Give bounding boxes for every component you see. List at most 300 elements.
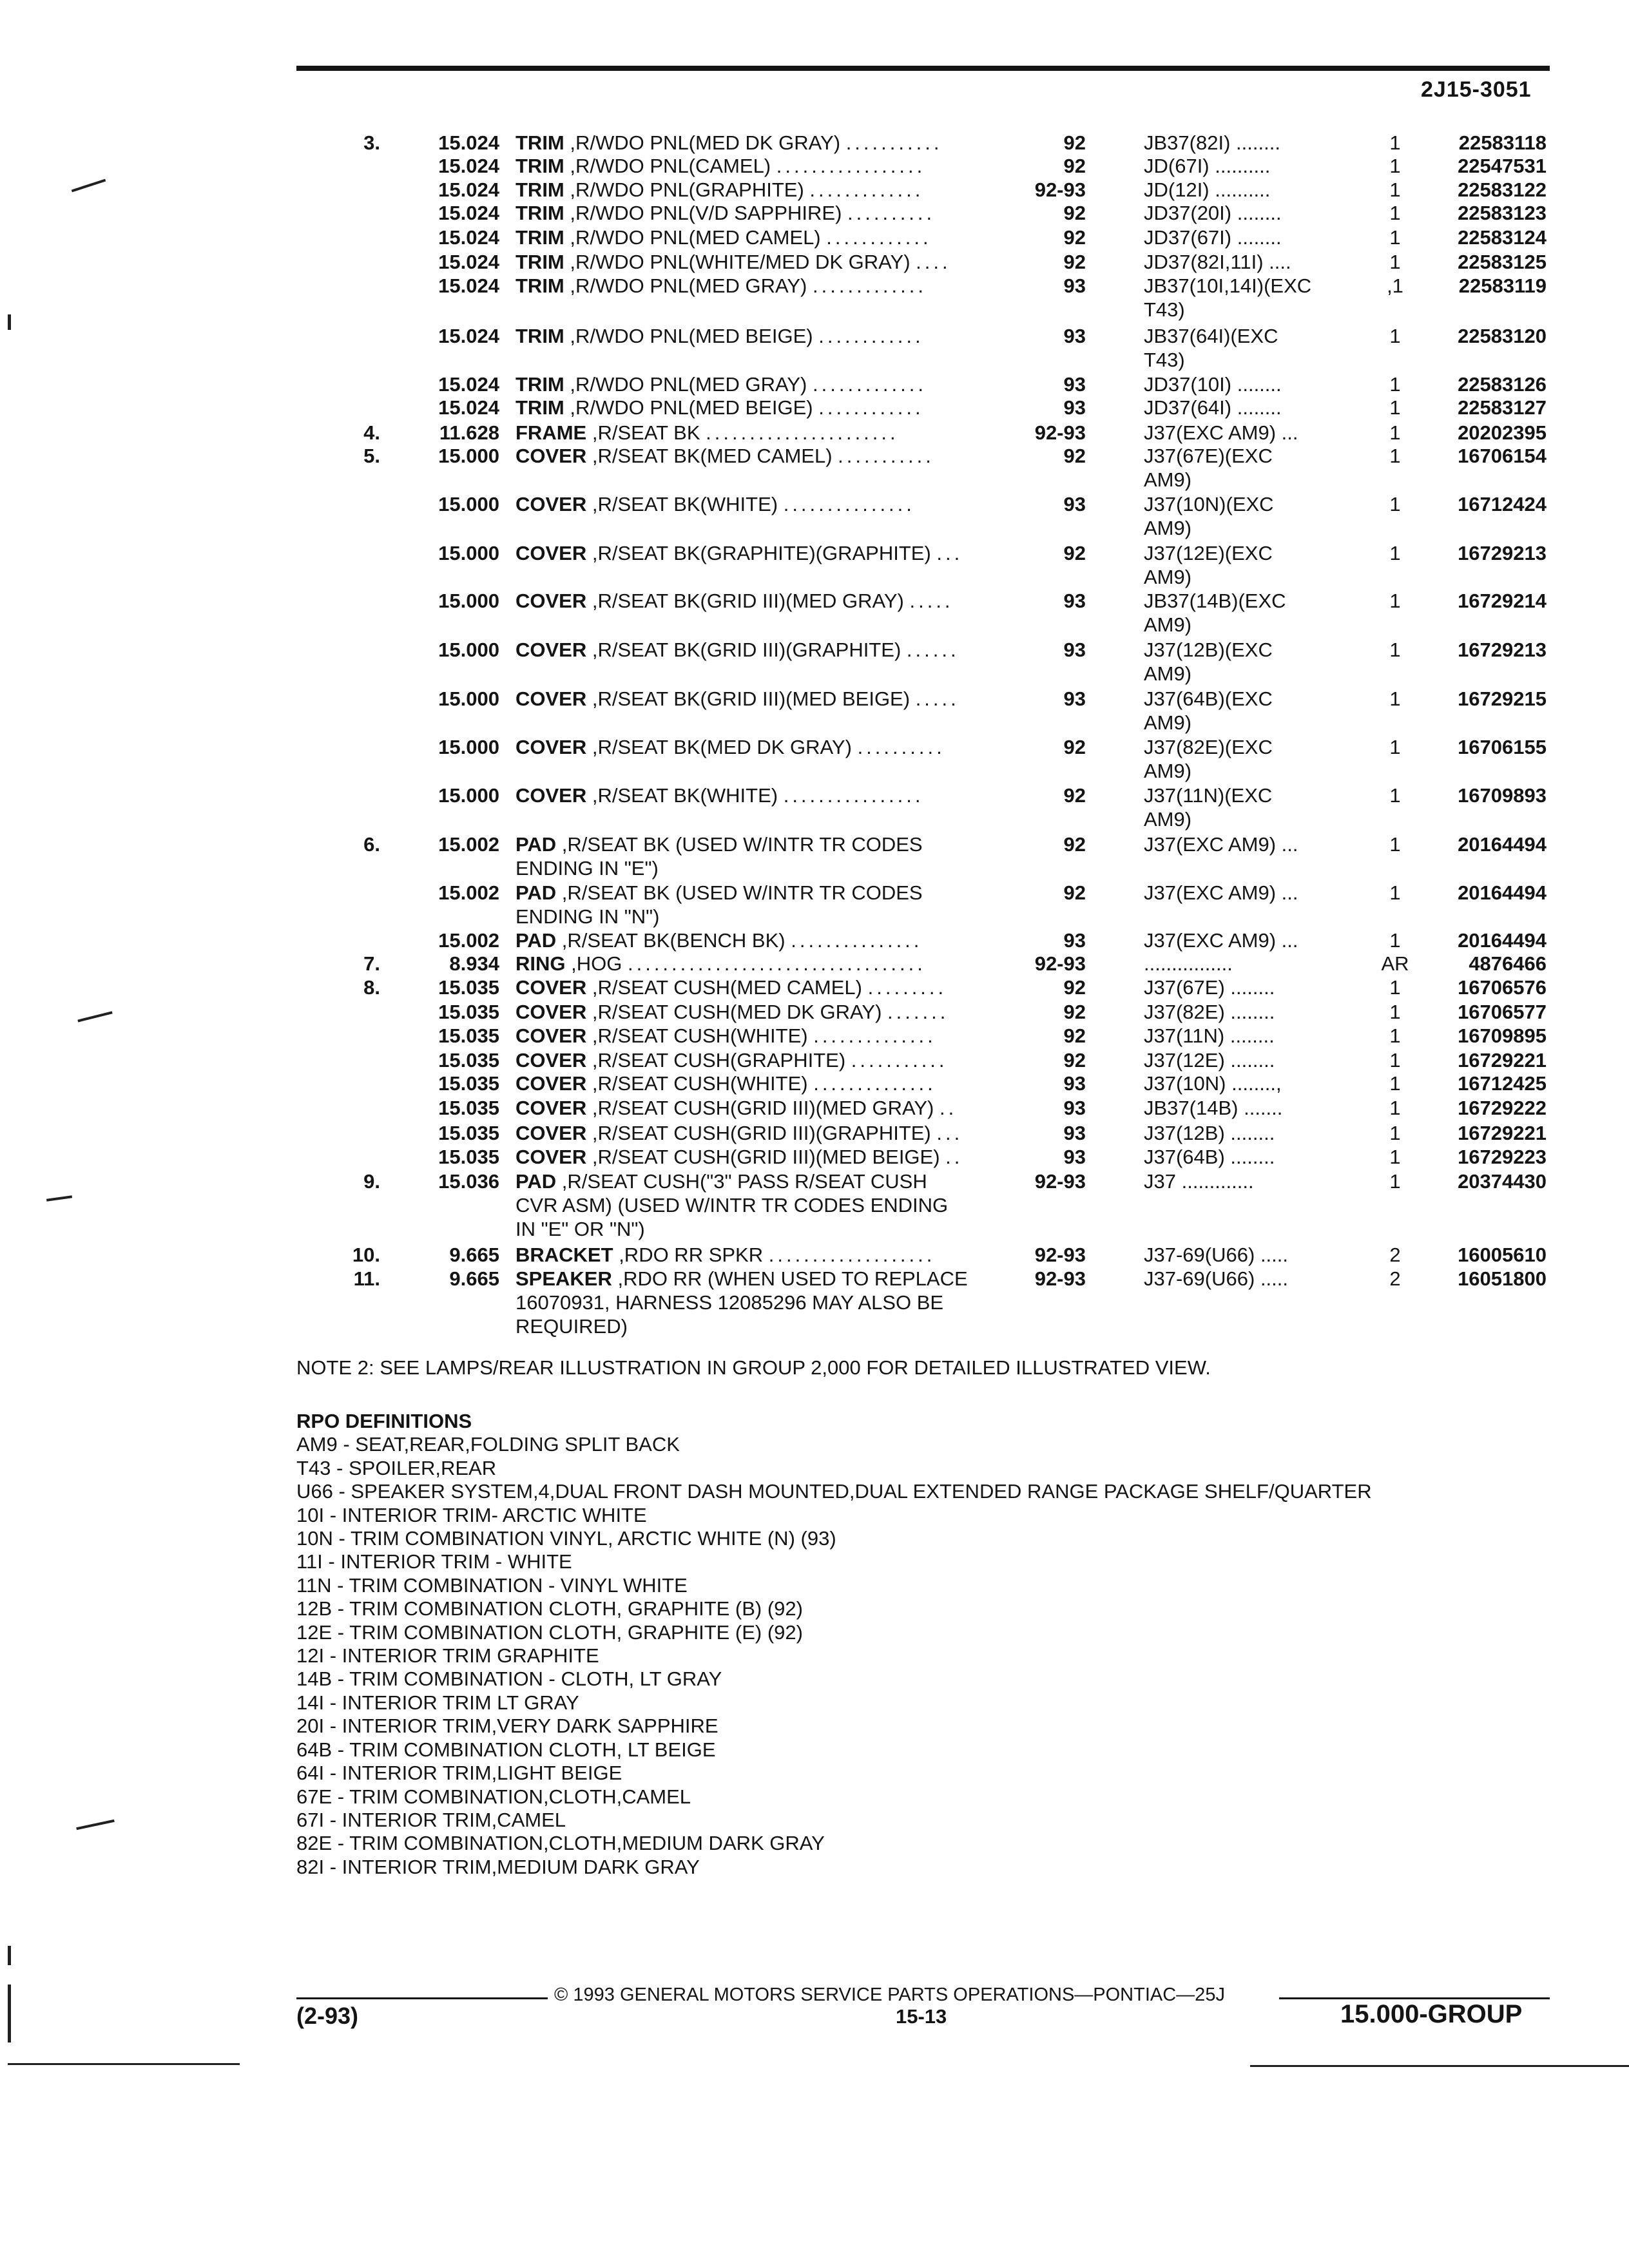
model-code-text: J37(12B) bbox=[1144, 1122, 1225, 1144]
part-number: 22583124 bbox=[1458, 226, 1547, 249]
page-id: 2J15-3051 bbox=[1421, 77, 1532, 102]
model-year: 92-93 bbox=[1034, 1170, 1086, 1193]
part-detail: ,R/WDO PNL(MED DK GRAY) bbox=[570, 131, 841, 154]
model-code-continued: T43) bbox=[1144, 298, 1185, 321]
table-row bbox=[0, 928, 1629, 954]
part-number: 16729214 bbox=[1458, 590, 1547, 612]
part-name: PAD bbox=[516, 833, 557, 856]
model-year: 93 bbox=[1063, 396, 1086, 419]
table-row bbox=[0, 1243, 1629, 1269]
part-detail: ,R/SEAT BK (USED W/INTR TR CODES bbox=[561, 881, 923, 904]
dot-leader: ... bbox=[1281, 929, 1298, 952]
dot-leader: ....... bbox=[1244, 1097, 1283, 1119]
part-description bbox=[516, 541, 1044, 565]
model-year: 92-93 bbox=[1034, 178, 1086, 201]
quantity: 1 bbox=[1389, 1097, 1401, 1119]
part-description bbox=[516, 324, 1044, 348]
part-description-continued: 16070931, HARNESS 12085296 MAY ALSO BE bbox=[516, 1291, 944, 1314]
group-number: 15.024 bbox=[438, 325, 499, 347]
quantity: 2 bbox=[1389, 1267, 1401, 1290]
dot-leader: ... bbox=[936, 1122, 963, 1144]
model-code-text: J37-69(U66) bbox=[1144, 1267, 1255, 1290]
part-number: 16729223 bbox=[1458, 1146, 1547, 1168]
model-year: 92 bbox=[1063, 736, 1086, 758]
part-name: COVER bbox=[516, 542, 587, 564]
part-name: TRIM bbox=[516, 274, 564, 297]
model-code-continued: AM9) bbox=[1144, 613, 1192, 636]
model-year: 92 bbox=[1063, 251, 1086, 273]
dot-leader: ........ bbox=[1237, 226, 1282, 249]
quantity: 1 bbox=[1389, 325, 1401, 347]
part-number: 22583118 bbox=[1458, 131, 1547, 154]
quantity: 1 bbox=[1389, 590, 1401, 612]
model-code-text: J37(10N)(EXC bbox=[1144, 493, 1274, 515]
table-row bbox=[0, 372, 1629, 398]
dot-leader: ............. bbox=[813, 373, 927, 396]
part-name: COVER bbox=[516, 976, 587, 999]
part-name: COVER bbox=[516, 1072, 587, 1095]
model-year: 92 bbox=[1063, 131, 1086, 154]
footer-date: (2-93) bbox=[296, 2003, 359, 2029]
dot-leader: ............ bbox=[818, 325, 924, 347]
model-year: 92 bbox=[1063, 1001, 1086, 1023]
group-number: 15.035 bbox=[438, 1024, 499, 1047]
part-number: 22583126 bbox=[1458, 373, 1547, 396]
part-description bbox=[516, 975, 1044, 999]
model-code-continued: AM9) bbox=[1144, 808, 1192, 831]
scan-mark bbox=[8, 314, 11, 330]
model-year: 92-93 bbox=[1034, 1267, 1086, 1290]
part-number: 22583122 bbox=[1458, 178, 1547, 201]
part-detail: ,R/SEAT BK bbox=[592, 421, 700, 444]
part-description-continued: IN "E" OR "N") bbox=[516, 1218, 645, 1240]
dot-leader: ........... bbox=[845, 131, 943, 154]
dot-leader: ........ bbox=[1237, 396, 1282, 419]
group-number: 15.024 bbox=[438, 396, 499, 419]
quantity: 1 bbox=[1389, 1072, 1401, 1095]
model-code bbox=[1144, 1145, 1382, 1169]
part-detail: ,R/WDO PNL(V/D SAPPHIRE) bbox=[570, 202, 842, 224]
dot-leader: ............. bbox=[813, 274, 927, 297]
quantity: 1 bbox=[1389, 202, 1401, 224]
part-description bbox=[516, 1145, 1044, 1169]
group-number: 15.002 bbox=[438, 929, 499, 952]
rpo-definition: AM9 - SEAT,REAR,FOLDING SPLIT BACK bbox=[296, 1433, 680, 1456]
part-description bbox=[516, 881, 1044, 905]
model-code-text: J37(EXC AM9) bbox=[1144, 881, 1277, 904]
group-number: 15.002 bbox=[438, 881, 499, 904]
part-detail: ,R/SEAT BK(GRAPHITE)(GRAPHITE) bbox=[592, 542, 931, 564]
part-name: TRIM bbox=[516, 251, 564, 273]
part-description bbox=[516, 396, 1044, 419]
part-number: 16706577 bbox=[1458, 1001, 1547, 1023]
dot-leader: ............. bbox=[1181, 1170, 1254, 1193]
part-detail: ,R/WDO PNL(MED GRAY) bbox=[570, 373, 807, 396]
ref-number: 9. bbox=[363, 1170, 380, 1193]
part-detail: ,R/SEAT CUSH(WHITE) bbox=[592, 1072, 808, 1095]
quantity: 1 bbox=[1389, 493, 1401, 515]
table-row bbox=[0, 421, 1629, 447]
part-number: 20374430 bbox=[1458, 1170, 1547, 1193]
dot-leader: .... bbox=[916, 251, 951, 273]
group-number: 15.000 bbox=[438, 639, 499, 661]
part-number: 16729221 bbox=[1458, 1049, 1547, 1072]
rpo-definition: T43 - SPOILER,REAR bbox=[296, 1456, 497, 1479]
model-year: 92 bbox=[1063, 1049, 1086, 1072]
table-row bbox=[0, 396, 1629, 421]
quantity: ,1 bbox=[1387, 274, 1403, 297]
table-row bbox=[0, 638, 1629, 685]
scan-mark bbox=[1250, 2065, 1629, 2067]
dot-leader: .............. bbox=[813, 1024, 936, 1047]
part-number: 16729215 bbox=[1458, 687, 1547, 710]
part-detail: ,R/WDO PNL(MED CAMEL) bbox=[570, 226, 821, 249]
part-description bbox=[516, 131, 1044, 155]
model-code bbox=[1144, 421, 1382, 445]
dot-leader: ........ bbox=[1230, 1146, 1275, 1168]
part-name: PAD bbox=[516, 1170, 557, 1193]
part-description bbox=[516, 735, 1044, 759]
group-number: 15.035 bbox=[438, 1049, 499, 1072]
model-code bbox=[1144, 1096, 1382, 1120]
part-number: 16709895 bbox=[1458, 1024, 1547, 1047]
part-description bbox=[516, 783, 1044, 807]
model-code-text: J37(64B) bbox=[1144, 1146, 1225, 1168]
rpo-definition: 67I - INTERIOR TRIM,CAMEL bbox=[296, 1808, 566, 1831]
model-code-text: J37(11N) bbox=[1144, 1024, 1225, 1047]
part-detail: ,R/WDO PNL(GRAPHITE) bbox=[570, 178, 804, 201]
part-number: 16706576 bbox=[1458, 976, 1547, 999]
ref-number: 10. bbox=[352, 1244, 380, 1266]
part-name: COVER bbox=[516, 493, 587, 515]
part-description bbox=[516, 444, 1044, 468]
model-code bbox=[1144, 1243, 1382, 1267]
rpo-heading: RPO DEFINITIONS bbox=[296, 1410, 472, 1432]
part-detail: ,RDO RR (WHEN USED TO REPLACE bbox=[617, 1267, 968, 1290]
group-number: 15.000 bbox=[438, 445, 499, 467]
table-row bbox=[0, 1121, 1629, 1147]
model-year: 93 bbox=[1063, 590, 1086, 612]
model-code bbox=[1144, 396, 1382, 419]
quantity: 1 bbox=[1389, 1170, 1401, 1193]
quantity: 1 bbox=[1389, 542, 1401, 564]
group-number: 15.024 bbox=[438, 274, 499, 297]
dot-leader: .. bbox=[939, 1097, 958, 1119]
part-number: 16706155 bbox=[1458, 736, 1547, 758]
part-number: 22583119 bbox=[1458, 274, 1547, 297]
model-code-text: JB37(14B)(EXC bbox=[1144, 590, 1286, 612]
quantity: 1 bbox=[1389, 929, 1401, 952]
model-code-text: J37(12E)(EXC bbox=[1144, 542, 1273, 564]
table-row bbox=[0, 952, 1629, 977]
part-detail: ,R/SEAT BK(WHITE) bbox=[592, 784, 778, 807]
part-description bbox=[516, 1096, 1044, 1120]
dot-leader: ..... bbox=[1260, 1267, 1289, 1290]
rpo-definition: 82I - INTERIOR TRIM,MEDIUM DARK GRAY bbox=[296, 1855, 700, 1878]
model-year: 93 bbox=[1063, 373, 1086, 396]
part-description bbox=[516, 178, 1044, 202]
dot-leader: ............ bbox=[818, 396, 924, 419]
table-row bbox=[0, 589, 1629, 636]
model-code bbox=[1144, 1024, 1382, 1048]
quantity: 1 bbox=[1389, 445, 1401, 467]
quantity: 1 bbox=[1389, 736, 1401, 758]
group-number: 15.000 bbox=[438, 784, 499, 807]
part-number: 16729213 bbox=[1458, 639, 1547, 661]
part-name: COVER bbox=[516, 1146, 587, 1168]
part-description-continued: CVR ASM) (USED W/INTR TR CODES ENDING bbox=[516, 1194, 949, 1216]
model-year: 92-93 bbox=[1034, 421, 1086, 444]
part-detail: ,R/SEAT CUSH("3" PASS R/SEAT CUSH bbox=[561, 1170, 927, 1193]
part-name: TRIM bbox=[516, 178, 564, 201]
part-description-continued: ENDING IN "N") bbox=[516, 905, 660, 928]
part-description bbox=[516, 1121, 1044, 1145]
ref-number: 11. bbox=[353, 1267, 380, 1290]
dot-leader: .......... bbox=[1215, 155, 1271, 177]
row-continuation bbox=[0, 516, 1629, 542]
quantity: 1 bbox=[1389, 833, 1401, 856]
row-continuation bbox=[0, 298, 1629, 323]
rpo-definition: 64I - INTERIOR TRIM,LIGHT BEIGE bbox=[296, 1762, 622, 1785]
model-code bbox=[1144, 783, 1382, 807]
dot-leader: .... bbox=[1269, 251, 1291, 273]
scan-mark bbox=[8, 1946, 11, 1965]
dot-leader: ................ bbox=[1144, 952, 1233, 975]
group-number: 15.000 bbox=[438, 590, 499, 612]
part-description bbox=[516, 1267, 1044, 1291]
model-code bbox=[1144, 952, 1382, 975]
row-continuation bbox=[0, 905, 1629, 930]
model-code-text: J37(EXC AM9) bbox=[1144, 833, 1277, 856]
table-row bbox=[0, 444, 1629, 491]
dot-leader: ... bbox=[1281, 833, 1298, 856]
part-description bbox=[516, 687, 1044, 711]
dot-leader: ........... bbox=[838, 445, 934, 467]
model-year: 92 bbox=[1063, 833, 1086, 856]
row-continuation bbox=[0, 662, 1629, 687]
model-code bbox=[1144, 324, 1382, 348]
quantity: 2 bbox=[1389, 1244, 1401, 1266]
part-name: COVER bbox=[516, 445, 587, 467]
table-row bbox=[0, 541, 1629, 588]
part-name: COVER bbox=[516, 784, 587, 807]
scan-mark bbox=[8, 2063, 240, 2065]
group-number: 15.024 bbox=[438, 373, 499, 396]
dot-leader: ........ bbox=[1230, 1001, 1275, 1023]
model-code bbox=[1144, 735, 1382, 759]
model-code-text: JD37(64I) bbox=[1144, 396, 1232, 419]
dot-leader: ...................... bbox=[706, 421, 899, 444]
part-description bbox=[516, 832, 1044, 856]
quantity: 1 bbox=[1389, 226, 1401, 249]
part-name: COVER bbox=[516, 1049, 587, 1072]
model-code-text: J37 bbox=[1144, 1170, 1176, 1193]
quantity: 1 bbox=[1389, 396, 1401, 419]
table-row bbox=[0, 274, 1629, 321]
dot-leader: ............... bbox=[791, 929, 923, 952]
model-code-text: J37(12B)(EXC bbox=[1144, 639, 1273, 661]
part-number: 16005610 bbox=[1458, 1244, 1547, 1266]
part-detail: ,R/SEAT CUSH(GRID III)(MED BEIGE) bbox=[592, 1146, 940, 1168]
model-code bbox=[1144, 492, 1382, 516]
model-code-text: JB37(10I,14I)(EXC bbox=[1144, 274, 1312, 297]
model-code-continued: AM9) bbox=[1144, 760, 1192, 782]
model-code bbox=[1144, 444, 1382, 468]
dot-leader: .................................. bbox=[627, 952, 926, 975]
ref-number: 4. bbox=[363, 421, 380, 444]
part-detail: ,R/SEAT BK (USED W/INTR TR CODES bbox=[561, 833, 923, 856]
part-detail: ,R/SEAT BK(BENCH BK) bbox=[561, 929, 786, 952]
rpo-definition: 10N - TRIM COMBINATION VINYL, ARCTIC WHITE (N) (93) bbox=[296, 1527, 836, 1550]
model-code-continued: AM9) bbox=[1144, 517, 1192, 539]
model-code-text: J37(67E) bbox=[1144, 976, 1225, 999]
footer-rule-right bbox=[1279, 1997, 1550, 1999]
dot-leader: ...... bbox=[906, 639, 959, 661]
table-row bbox=[0, 832, 1629, 879]
part-name: FRAME bbox=[516, 421, 587, 444]
part-description bbox=[516, 492, 1044, 516]
model-code-text: JD37(20I) bbox=[1144, 202, 1232, 224]
row-continuation bbox=[0, 1314, 1629, 1340]
model-code-continued: AM9) bbox=[1144, 468, 1192, 491]
model-year: 92 bbox=[1063, 226, 1086, 249]
dot-leader: ........, bbox=[1231, 1072, 1282, 1095]
part-description bbox=[516, 274, 1044, 298]
table-row bbox=[0, 226, 1629, 251]
model-code bbox=[1144, 131, 1382, 155]
model-code bbox=[1144, 975, 1382, 999]
part-name: PAD bbox=[516, 881, 557, 904]
row-continuation bbox=[0, 613, 1629, 639]
part-description bbox=[516, 1048, 1044, 1072]
model-code bbox=[1144, 154, 1382, 178]
dot-leader: ........ bbox=[1237, 373, 1282, 396]
model-code-text: JB37(14B) bbox=[1144, 1097, 1239, 1119]
quantity: 1 bbox=[1389, 251, 1401, 273]
rpo-definition: 11N - TRIM COMBINATION - VINYL WHITE bbox=[296, 1573, 688, 1597]
model-code bbox=[1144, 226, 1382, 249]
part-detail: ,R/SEAT BK(MED CAMEL) bbox=[592, 445, 833, 467]
table-row bbox=[0, 1000, 1629, 1026]
model-year: 92 bbox=[1063, 1024, 1086, 1047]
dot-leader: ................... bbox=[768, 1244, 936, 1266]
dot-leader: .......... bbox=[857, 736, 945, 758]
part-detail: ,R/SEAT CUSH(WHITE) bbox=[592, 1024, 808, 1047]
table-row bbox=[0, 1024, 1629, 1050]
ref-number: 5. bbox=[363, 445, 380, 467]
model-code bbox=[1144, 1072, 1382, 1095]
part-description-continued: ENDING IN "E") bbox=[516, 857, 659, 879]
model-year: 93 bbox=[1063, 1122, 1086, 1144]
part-description bbox=[516, 1169, 1044, 1193]
model-code bbox=[1144, 1169, 1382, 1193]
dot-leader: ... bbox=[1281, 881, 1298, 904]
model-code bbox=[1144, 274, 1382, 298]
part-name: COVER bbox=[516, 639, 587, 661]
group-number: 15.002 bbox=[438, 833, 499, 856]
dot-leader: ............. bbox=[809, 178, 924, 201]
part-number: 16709893 bbox=[1458, 784, 1547, 807]
quantity: 1 bbox=[1389, 131, 1401, 154]
dot-leader: ........ bbox=[1230, 976, 1275, 999]
group-number: 15.035 bbox=[438, 1146, 499, 1168]
rpo-definition: 67E - TRIM COMBINATION,CLOTH,CAMEL bbox=[296, 1785, 691, 1808]
table-row bbox=[0, 201, 1629, 227]
footer-page-number: 15-13 bbox=[896, 2005, 947, 2028]
ref-number: 3. bbox=[363, 131, 380, 154]
quantity: 1 bbox=[1389, 976, 1401, 999]
part-detail: ,R/SEAT BK(GRID III)(MED GRAY) bbox=[592, 590, 904, 612]
quantity: 1 bbox=[1389, 1024, 1401, 1047]
model-code bbox=[1144, 372, 1382, 396]
part-description bbox=[516, 1243, 1044, 1267]
part-description bbox=[516, 589, 1044, 613]
dot-leader: ........ bbox=[1230, 1122, 1275, 1144]
group-number: 8.934 bbox=[449, 952, 499, 975]
group-number: 15.000 bbox=[438, 687, 499, 710]
part-description bbox=[516, 201, 1044, 225]
dot-leader: ..... bbox=[915, 687, 959, 710]
part-name: BRACKET bbox=[516, 1244, 613, 1266]
top-rule bbox=[296, 66, 1550, 71]
model-code-text: JD37(82I,11I) bbox=[1144, 251, 1264, 273]
quantity: 1 bbox=[1389, 784, 1401, 807]
scan-mark bbox=[8, 1984, 11, 2042]
rpo-definition: 64B - TRIM COMBINATION CLOTH, LT BEIGE bbox=[296, 1738, 716, 1761]
part-detail: ,R/SEAT BK(MED DK GRAY) bbox=[592, 736, 852, 758]
part-number: 16712425 bbox=[1458, 1072, 1547, 1095]
group-number: 15.035 bbox=[438, 1097, 499, 1119]
footer-rule-left bbox=[296, 1997, 548, 1999]
part-name: COVER bbox=[516, 687, 587, 710]
part-name: COVER bbox=[516, 1097, 587, 1119]
quantity: 1 bbox=[1389, 639, 1401, 661]
model-code bbox=[1144, 541, 1382, 565]
ref-number: 6. bbox=[363, 833, 380, 856]
part-number: 22583120 bbox=[1458, 325, 1547, 347]
model-code-text: J37-69(U66) bbox=[1144, 1244, 1255, 1266]
rpo-definition: 20I - INTERIOR TRIM,VERY DARK SAPPHIRE bbox=[296, 1715, 718, 1738]
model-year: 93 bbox=[1063, 687, 1086, 710]
part-description-continued: REQUIRED) bbox=[516, 1315, 628, 1338]
model-code bbox=[1144, 1267, 1382, 1291]
row-continuation bbox=[0, 348, 1629, 374]
group-number: 15.024 bbox=[438, 202, 499, 224]
model-code-text: JD(67I) bbox=[1144, 155, 1210, 177]
dot-leader: ............ bbox=[826, 226, 932, 249]
part-description bbox=[516, 952, 1044, 975]
part-number: 20164494 bbox=[1458, 833, 1547, 856]
group-number: 9.665 bbox=[449, 1267, 499, 1290]
part-name: COVER bbox=[516, 1024, 587, 1047]
group-number: 15.024 bbox=[438, 155, 499, 177]
ref-number: 7. bbox=[363, 952, 380, 975]
part-number: 22583127 bbox=[1458, 396, 1547, 419]
model-code-text: J37(67E)(EXC bbox=[1144, 445, 1273, 467]
model-code-text: J37(EXC AM9) bbox=[1144, 929, 1277, 952]
row-continuation bbox=[0, 565, 1629, 591]
part-detail: ,R/WDO PNL(MED BEIGE) bbox=[570, 396, 813, 419]
model-year: 93 bbox=[1063, 274, 1086, 297]
part-number: 16706154 bbox=[1458, 445, 1547, 467]
part-description bbox=[516, 1000, 1044, 1024]
part-number: 22583125 bbox=[1458, 251, 1547, 273]
model-code-text: J37(82E)(EXC bbox=[1144, 736, 1273, 758]
rpo-definition: 11I - INTERIOR TRIM - WHITE bbox=[296, 1550, 572, 1573]
part-number: 4876466 bbox=[1469, 952, 1547, 975]
dot-leader: ..... bbox=[909, 590, 954, 612]
model-code-text: JD37(10I) bbox=[1144, 373, 1232, 396]
